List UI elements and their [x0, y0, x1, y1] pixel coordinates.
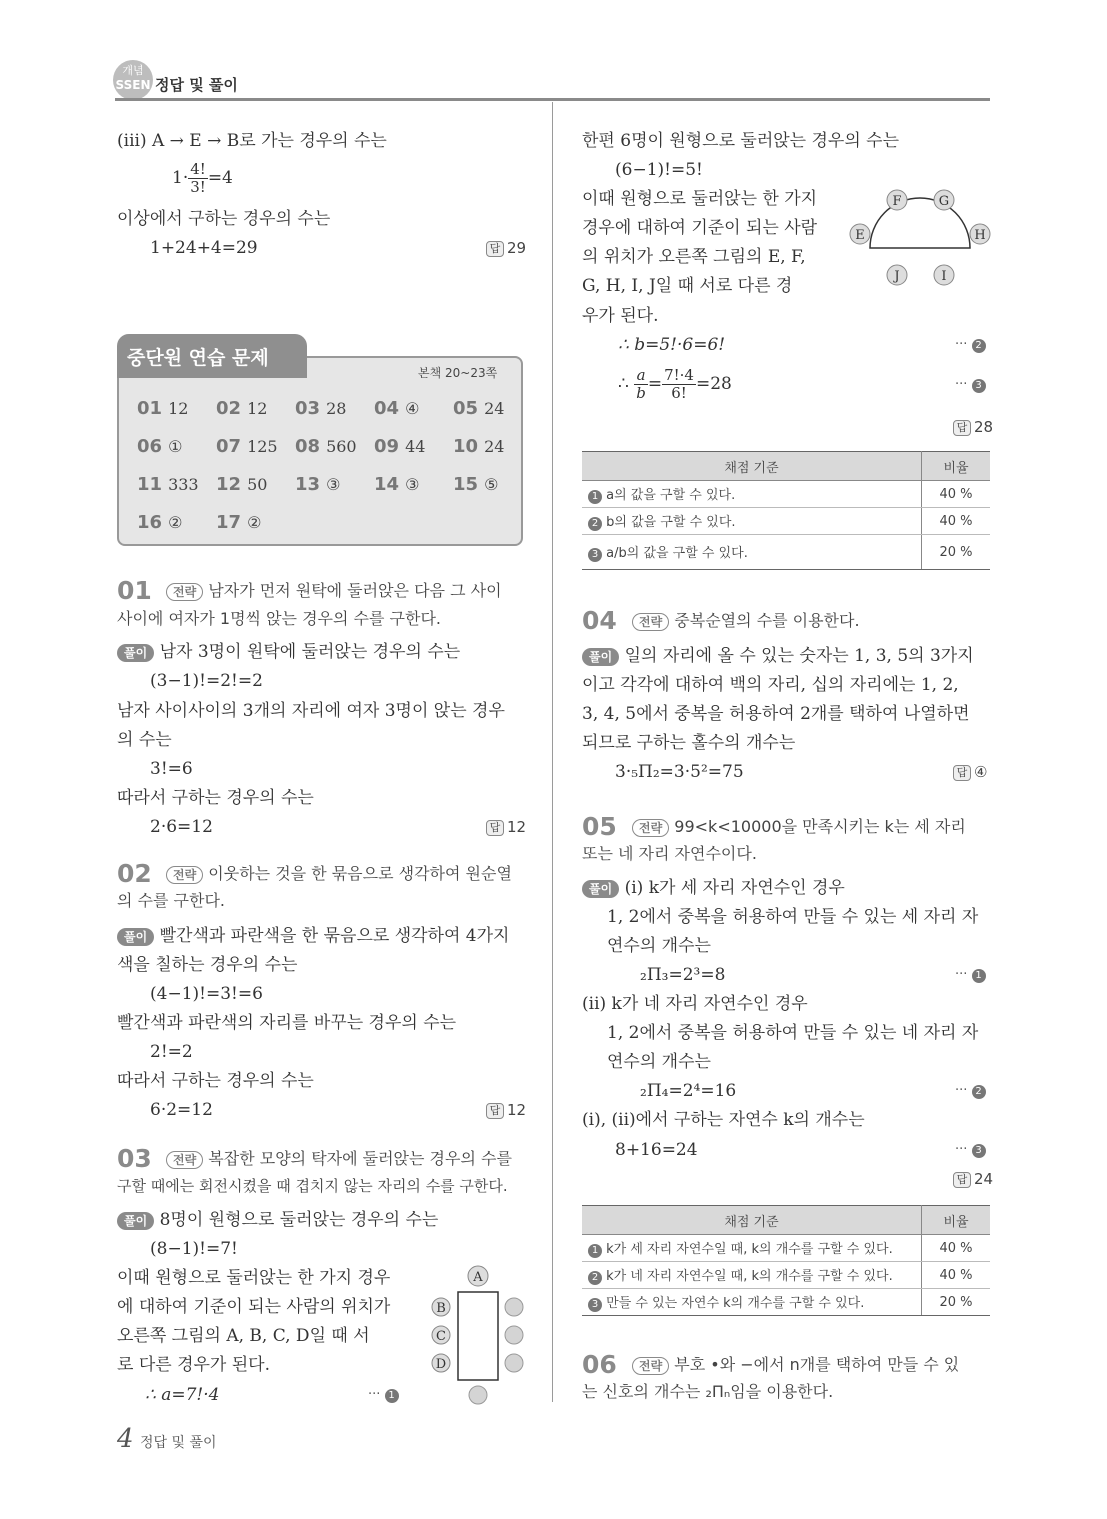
practice-item-answer: 24: [484, 437, 505, 456]
problem-04-line4: 되므로 구하는 홀수의 개수는: [582, 733, 796, 753]
answer-tab: 답: [953, 1172, 971, 1188]
table-header-ratio: 비율: [922, 452, 991, 481]
svg-text:B: B: [436, 1301, 446, 1316]
problem-04-line2: 이고 각각에 대하여 백의 자리, 십의 자리에는 1, 2,: [582, 675, 959, 695]
practice-item: [137, 436, 182, 457]
practice-item-answer: 560: [326, 437, 357, 456]
practice-item: [295, 436, 357, 457]
ratio-cell: 20 %: [922, 1289, 991, 1316]
practice-item: [216, 436, 278, 457]
table-row: [582, 481, 990, 508]
problem-05-line3: 연수의 개수는: [607, 936, 711, 956]
seat-j: [887, 265, 907, 285]
practice-item-number: 17: [216, 512, 242, 533]
seat-empty: [469, 1386, 487, 1404]
p03-cont-line4: 경우에 대하여 기준이 되는 사람: [582, 218, 818, 238]
solution-badge: 풀이: [117, 928, 154, 946]
practice-item-answer: 28: [326, 399, 347, 418]
mark-number: 1: [588, 490, 602, 504]
answer-value: 28: [974, 418, 994, 436]
mark-number: 2: [588, 517, 602, 531]
p03-cont-line6: G, H, I, J일 때 서로 다른 경: [582, 276, 793, 296]
answer-02: [486, 1101, 526, 1119]
practice-item-number: 16: [137, 512, 163, 533]
answer-value: ④: [974, 763, 988, 781]
strategy-badge: 전략: [632, 819, 669, 837]
ratio-cell: 40 %: [922, 1235, 991, 1262]
case3-pre: 1·: [172, 168, 189, 188]
problem-06-number: 06: [582, 1350, 617, 1379]
mark-number: 1: [588, 1244, 602, 1258]
practice-item: [453, 436, 504, 457]
table-header-row: [582, 452, 990, 481]
criteria-text: a/b의 값을 구할 수 있다.: [606, 546, 748, 561]
practice-item-number: 08: [295, 436, 321, 457]
case3-post: =4: [207, 168, 233, 188]
problem-02-strategy-line1: [166, 863, 512, 885]
ratio-den: 6!: [671, 384, 687, 402]
mark-number: 3: [972, 1144, 986, 1158]
answer-value: 29: [507, 239, 527, 257]
ratio-ab: [634, 367, 648, 402]
svg-text:F: F: [892, 194, 902, 209]
strategy-badge: 전략: [166, 866, 203, 884]
case3-fraction: [188, 161, 208, 196]
seat-i: [934, 265, 954, 285]
score-mark-3: ··· 3: [955, 377, 986, 393]
table-row: [582, 535, 990, 570]
practice-item-answer: 125: [247, 437, 278, 456]
seat-d: [432, 1354, 450, 1372]
seat-f: [887, 190, 907, 210]
problem-04-strategy: [632, 610, 860, 632]
problem-05-line6: 1, 2에서 중복을 허용하여 만들 수 있는 네 자리 자: [607, 1023, 979, 1043]
practice-item: [216, 512, 261, 533]
semicircle-table: [870, 198, 970, 248]
practice-item: [453, 398, 504, 419]
practice-item: [137, 398, 188, 419]
solution-text: (i) k가 세 자리 자연수인 경우: [624, 878, 845, 898]
practice-item-number: 12: [216, 474, 242, 495]
criteria-cell: [582, 1289, 922, 1316]
mark-number: 3: [588, 1298, 602, 1312]
criteria-cell: [582, 1235, 922, 1262]
brand-logo: [113, 60, 153, 100]
solution-text: 8명이 원형으로 둘러앉는 경우의 수는: [159, 1210, 439, 1230]
p03-cont-line2: (6−1)!=5!: [615, 160, 703, 180]
problem-05-strategy-line1: [632, 816, 966, 838]
seat-h: [970, 224, 990, 244]
problem-05-line7: 연수의 개수는: [607, 1052, 711, 1072]
problem-03-line5: 오른쪽 그림의 A, B, C, D일 때 서: [117, 1326, 370, 1346]
score-mark-1: ··· 1: [955, 967, 986, 983]
problem-02-line2: 색을 칠하는 경우의 수는: [117, 955, 298, 975]
mark-number: 3: [588, 548, 602, 562]
table-row: [582, 508, 990, 535]
strategy-text: 복잡한 모양의 탁자에 둘러앉는 경우의 수를: [208, 1149, 512, 1168]
solution-badge: 풀이: [582, 880, 619, 898]
criteria-cell: [582, 508, 922, 535]
practice-item-number: 07: [216, 436, 242, 457]
problem-01-line7: 2·6=12: [150, 817, 213, 837]
practice-item-answer: ①: [168, 437, 183, 456]
practice-item-number: 11: [137, 474, 163, 495]
problem-02-line1: [117, 925, 509, 947]
problem-01-strategy-line1: [166, 580, 502, 602]
table-row: [582, 1262, 990, 1289]
criteria-text: a의 값을 구할 수 있다.: [606, 488, 736, 503]
solution-text: 일의 자리에 올 수 있는 숫자는 1, 3, 5의 3가지: [624, 646, 974, 666]
column-divider: [552, 102, 553, 1402]
sum-intro: 이상에서 구하는 경우의 수는: [117, 209, 331, 229]
strategy-text: 이웃하는 것을 한 묶음으로 생각하여 원순열: [208, 864, 512, 883]
rect-table: [458, 1292, 498, 1380]
answer-03: [953, 418, 993, 436]
problem-03-line4: 에 대하여 기준이 되는 사람의 위치가: [117, 1297, 391, 1317]
practice-item-answer: 12: [168, 399, 189, 418]
logo-top-text: 개념: [122, 64, 144, 77]
criteria-cell: [582, 1262, 922, 1289]
practice-item-number: 04: [374, 398, 400, 419]
case3-num: 4!: [190, 160, 206, 178]
table-header-ratio: 비율: [922, 1206, 991, 1235]
solution-badge: 풀이: [117, 1212, 154, 1230]
problem-04-number: 04: [582, 606, 617, 635]
therefore: ∴: [618, 374, 629, 394]
solution-badge: 풀이: [117, 644, 154, 662]
practice-item-number: 05: [453, 398, 479, 419]
svg-text:D: D: [435, 1357, 447, 1372]
problem-03-line6: 로 다른 경우가 된다.: [117, 1355, 270, 1375]
svg-text:E: E: [855, 228, 865, 243]
practice-item: [374, 398, 419, 419]
practice-item-number: 14: [374, 474, 400, 495]
practice-item: [216, 398, 267, 419]
practice-item-number: 09: [374, 436, 400, 457]
problem-03-line7: ∴ a=7!·4: [145, 1385, 220, 1405]
criteria-text: 만들 수 있는 자연수 k의 개수를 구할 수 있다.: [606, 1296, 865, 1311]
ratio-cell: 40 %: [922, 1262, 991, 1289]
table-row: [582, 1289, 990, 1316]
table-header-criteria: 채점 기준: [582, 452, 922, 481]
svg-text:A: A: [473, 1270, 483, 1285]
problem-03-line2: (8−1)!=7!: [150, 1239, 238, 1259]
problem-05-line2: 1, 2에서 중복을 허용하여 만들 수 있는 세 자리 자: [607, 907, 979, 927]
problem-06-strategy-line1: [632, 1354, 959, 1376]
problem-03-strategy-line1: [166, 1148, 512, 1170]
p03-cont-line3: 이때 원형으로 둘러앉는 한 가지: [582, 189, 818, 209]
seat-c: [432, 1326, 450, 1344]
problem-01-line2: (3−1)!=2!=2: [150, 671, 263, 691]
answer-tab: 답: [953, 765, 971, 781]
problem-01-line3: 남자 사이사이의 3개의 자리에 여자 3명이 앉는 경우: [117, 701, 505, 721]
p03-cont-line7: 우가 된다.: [582, 306, 659, 326]
answer-05: [953, 1170, 993, 1188]
score-mark-1: ··· 1: [368, 1387, 399, 1403]
practice-item-answer: 44: [405, 437, 426, 456]
score-mark-3: ··· 3: [955, 1142, 986, 1158]
table-row: [582, 1235, 990, 1262]
practice-item-answer: ③: [326, 475, 341, 494]
problem-03-strategy-line2: 구할 때에는 회전시켰을 때 겹치지 않는 자리의 수를 구한다.: [117, 1177, 508, 1195]
answer-value: 24: [974, 1170, 994, 1188]
answer-04: [953, 763, 987, 781]
answer-tab: 답: [486, 820, 504, 836]
problem-02-line4: 빨간색과 파란색의 자리를 바꾸는 경우의 수는: [117, 1013, 457, 1033]
p03-cont-ratio: ∴ $\frac{a}{b}$ = $\frac{7!\cdot 4}{6!}$ =28: [618, 366, 732, 402]
problem-04-line1: [582, 645, 974, 667]
practice-item: [295, 398, 346, 419]
problem-01-line5: 3!=6: [150, 759, 193, 779]
practice-title: 중단원 연습 문제: [117, 334, 307, 378]
criteria-cell: [582, 481, 922, 508]
practice-item-answer: ④: [405, 399, 420, 418]
problem-01-number: 01: [117, 576, 152, 605]
grading-table-1: [582, 451, 990, 570]
strategy-badge: 전략: [632, 613, 669, 631]
logo-bottom-text: SSEN: [115, 78, 151, 92]
p03-cont-line5: 의 위치가 오른쪽 그림의 E, F,: [582, 247, 806, 267]
mark-number: 1: [972, 969, 986, 983]
practice-item: [374, 436, 425, 457]
practice-item: [453, 474, 498, 495]
svg-text:I: I: [941, 269, 947, 284]
criteria-text: b의 값을 구할 수 있다.: [606, 515, 736, 530]
ratio-result: =28: [695, 374, 732, 394]
solution-text: 빨간색과 파란색을 한 묶음으로 생각하여 4가지: [159, 926, 510, 946]
strategy-text: 중복순열의 수를 이용한다.: [674, 611, 860, 630]
seat-g: [934, 190, 954, 210]
practice-item-number: 02: [216, 398, 242, 419]
problem-05-line10: 8+16=24: [615, 1140, 698, 1160]
problem-02-line5: 2!=2: [150, 1042, 193, 1062]
practice-item-answer: 50: [247, 475, 268, 494]
criteria-text: k가 세 자리 자연수일 때, k의 개수를 구할 수 있다.: [606, 1242, 893, 1257]
problem-02-strategy-line2: 의 수를 구한다.: [117, 891, 225, 910]
problem-05-strategy-line2: 또는 네 자리 자연수이다.: [582, 844, 757, 863]
mark-number: 3: [972, 379, 986, 393]
problem-03-number: 03: [117, 1144, 152, 1173]
practice-item-answer: 12: [247, 399, 268, 418]
ratio-cell: 40 %: [922, 508, 991, 535]
semicircle-figure: [840, 186, 1000, 296]
score-mark-2: ··· 2: [955, 337, 986, 353]
problem-02-line6: 따라서 구하는 경우의 수는: [117, 1071, 314, 1091]
mark-number: 2: [588, 1271, 602, 1285]
practice-item-number: 13: [295, 474, 321, 495]
problem-03-line3: 이때 원형으로 둘러앉는 한 가지 경우: [117, 1268, 391, 1288]
page-number: 4: [117, 1424, 134, 1454]
svg-text:C: C: [436, 1329, 446, 1344]
problem-05-number: 05: [582, 812, 617, 841]
practice-item: [137, 474, 199, 495]
answer-value: 12: [507, 818, 527, 836]
ratio-cell: 40 %: [922, 481, 991, 508]
seat-empty: [505, 1326, 523, 1344]
case3-expression: [172, 158, 233, 198]
header-rule: [115, 98, 990, 101]
table-header-criteria: 채점 기준: [582, 1206, 922, 1235]
strategy-text: 남자가 먼저 원탁에 둘러앉은 다음 그 사이: [208, 581, 502, 600]
table-header-row: [582, 1206, 990, 1235]
problem-03-line1: [117, 1209, 438, 1231]
case3-den: 3!: [190, 178, 206, 196]
answer-tab: 답: [486, 1103, 504, 1119]
practice-item-answer: ③: [405, 475, 420, 494]
criteria-cell: [582, 535, 922, 570]
page-header-title: 정답 및 풀이: [155, 76, 238, 94]
practice-item-answer: ②: [168, 513, 183, 532]
practice-item: [374, 474, 419, 495]
problem-01-line4: 의 수는: [117, 730, 172, 750]
strategy-text: 99<k<10000을 만족시키는 k는 세 자리: [674, 817, 966, 836]
practice-item: [216, 474, 267, 495]
problem-01-line1: [117, 641, 460, 663]
seat-empty: [505, 1354, 523, 1372]
seat-b: [432, 1298, 450, 1316]
mark-number: 2: [972, 339, 986, 353]
problem-05-line1: [582, 877, 845, 899]
answer-tab: 답: [486, 241, 504, 257]
solution-text: 남자 3명이 원탁에 둘러앉는 경우의 수는: [159, 642, 461, 662]
strategy-badge: 전략: [166, 583, 203, 601]
footer-title: 정답 및 풀이: [140, 1435, 217, 1451]
ratio-num: 7!·4: [664, 366, 694, 384]
practice-item-number: 06: [137, 436, 163, 457]
practice-item-answer: 333: [168, 475, 199, 494]
svg-text:G: G: [938, 194, 950, 209]
practice-item-answer: ⑤: [484, 475, 499, 494]
ratio-value: [662, 367, 696, 402]
answer-01: [486, 818, 526, 836]
strategy-badge: 전략: [632, 1357, 669, 1375]
strategy-text: 부호 •와 −에서 n개를 택하여 만들 수 있: [674, 1355, 960, 1374]
problem-01-strategy-line2: 사이에 여자가 1명씩 앉는 경우의 수를 구한다.: [117, 609, 441, 628]
practice-item-number: 01: [137, 398, 163, 419]
ratio-b: b: [636, 384, 646, 402]
problem-02-line7: 6·2=12: [150, 1100, 213, 1120]
ratio-cell: 20 %: [922, 535, 991, 570]
practice-item-number: 10: [453, 436, 479, 457]
practice-item-number: 15: [453, 474, 479, 495]
solution-badge: 풀이: [582, 648, 619, 666]
practice-item-number: 03: [295, 398, 321, 419]
problem-05-line5: (ii) k가 네 자리 자연수인 경우: [582, 994, 808, 1014]
grading-table-2: [582, 1205, 990, 1316]
sum-expression: 1+24+4=29: [150, 238, 258, 258]
rect-table-figure: [428, 1262, 528, 1412]
svg-text:H: H: [974, 228, 986, 243]
seat-a: [468, 1266, 488, 1286]
criteria-text: k가 네 자리 자연수일 때, k의 개수를 구할 수 있다.: [606, 1269, 893, 1284]
seat-e: [850, 224, 870, 244]
mark-number: 2: [972, 1085, 986, 1099]
p03-cont-line1: 한편 6명이 원형으로 둘러앉는 경우의 수는: [582, 131, 900, 151]
problem-05-line4: ₂Π₃=2³=8: [640, 965, 726, 985]
answer-29: [486, 239, 526, 257]
practice-item-answer: 24: [484, 399, 505, 418]
practice-ref: 본책 20~23쪽: [418, 366, 498, 380]
p03-cont-line8: ∴ b=5!·6=6!: [618, 335, 726, 355]
problem-02-number: 02: [117, 859, 152, 888]
strategy-badge: 전략: [166, 1151, 203, 1169]
problem-05-line8: ₂Π₄=2⁴=16: [640, 1081, 737, 1101]
problem-05-line9: (i), (ii)에서 구하는 자연수 k의 개수는: [582, 1110, 865, 1130]
practice-item-answer: ②: [247, 513, 262, 532]
mark-number: 1: [385, 1389, 399, 1403]
problem-06-strategy-line2: 는 신호의 개수는 ₂Πₙ임을 이용한다.: [582, 1382, 834, 1401]
ratio-a: a: [634, 367, 648, 385]
problem-04-line5: 3·₅Π₂=3·5²=75: [615, 762, 744, 782]
practice-item: [137, 512, 182, 533]
problem-04-line3: 3, 4, 5에서 중복을 허용하여 2개를 택하여 나열하면: [582, 704, 970, 724]
score-mark-2: ··· 2: [955, 1083, 986, 1099]
answer-value: 12: [507, 1101, 527, 1119]
answer-tab: 답: [953, 420, 971, 436]
problem-01-line6: 따라서 구하는 경우의 수는: [117, 788, 314, 808]
seat-empty: [505, 1298, 523, 1316]
problem-02-line3: (4−1)!=3!=6: [150, 984, 263, 1004]
case3-title: (iii) A → E → B로 가는 경우의 수는: [117, 131, 387, 151]
practice-item: [295, 474, 340, 495]
svg-text:J: J: [894, 269, 900, 284]
